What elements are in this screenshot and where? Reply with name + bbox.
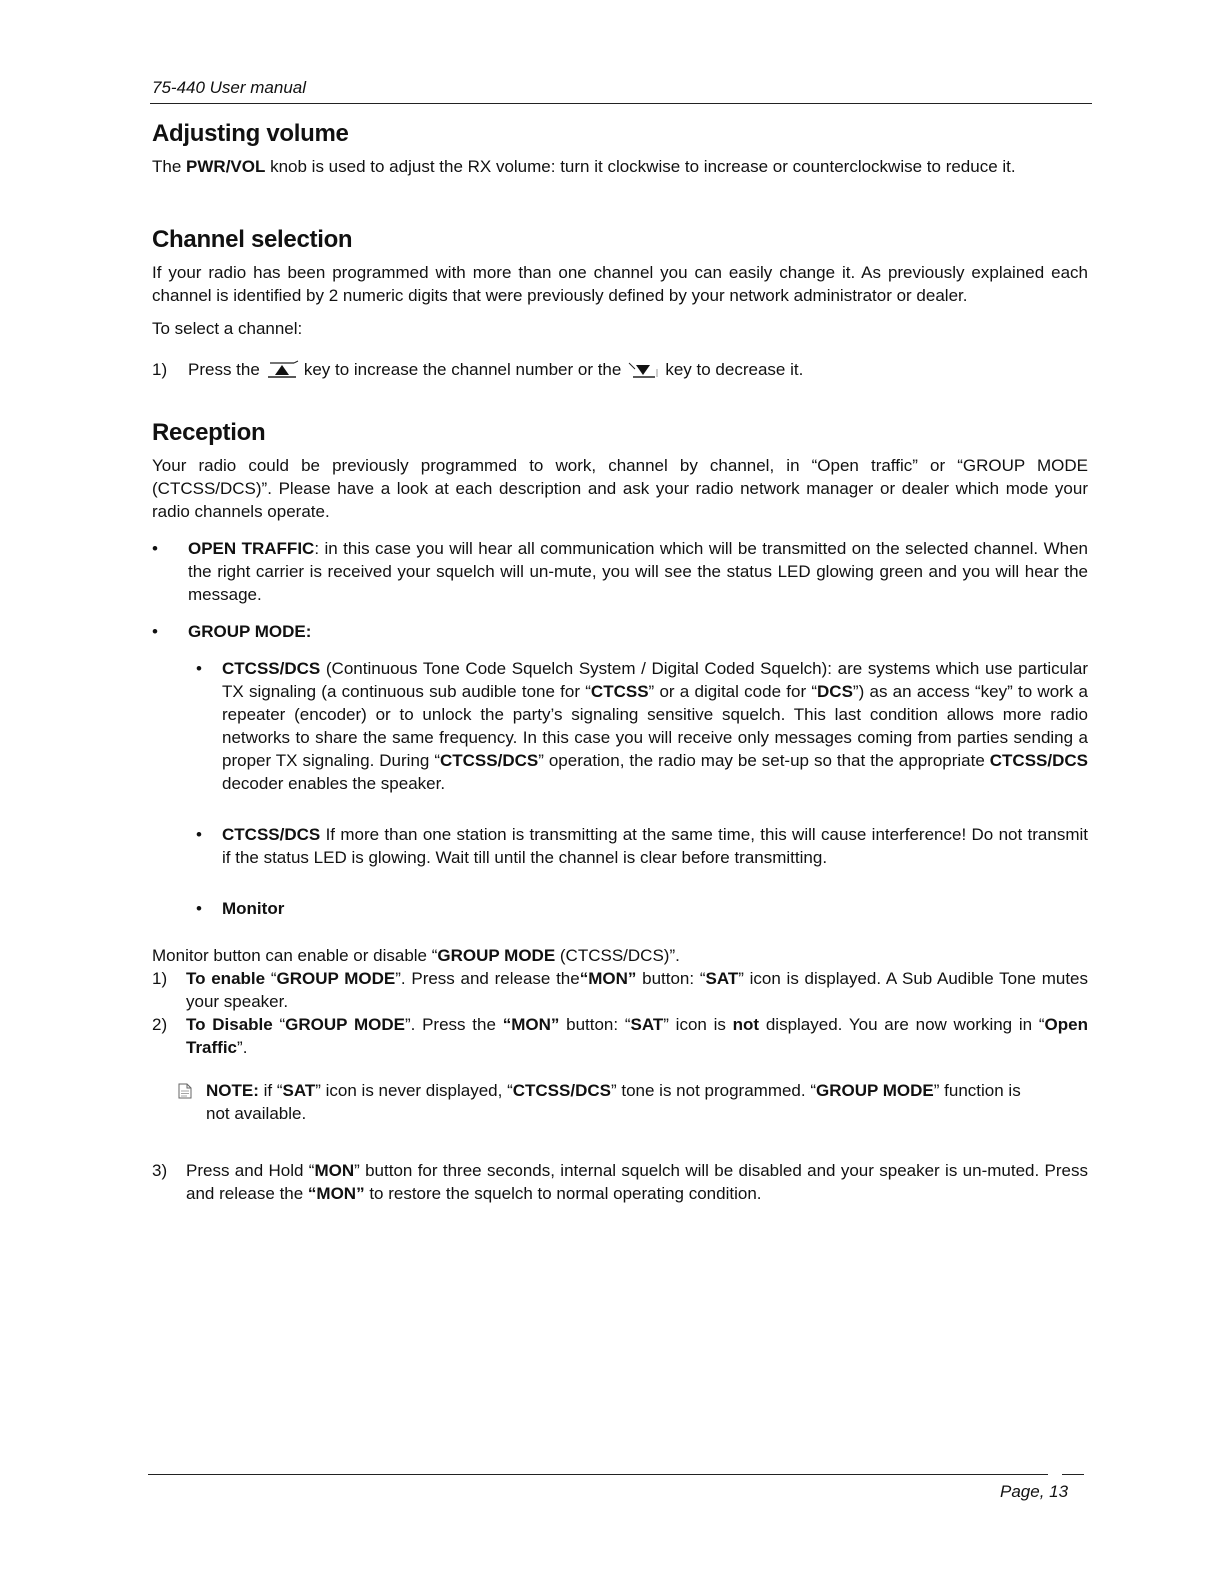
monitor-step-1: 1) To enable “GROUP MODE”. Press and release the“MON” button: “SAT” icon is displayed. A Sub Audible Tone mutes your speaker. [152,969,1089,1011]
note-page-icon [178,1083,192,1099]
channel-step-1: 1) Press the key to increase the channel number or the key to decrease it. [152,360,804,379]
sub-bullet-ctcss-dcs-interference: • CTCSS/DCS If more than one station is transmitting at the same time, this will cause interference! Do not transmit if the status LED is glowing. Wait till until the channel is clear before transmitting. [196,825,1088,867]
page-number: Page, 13 [1000,1482,1069,1501]
monitor-step-2: 2) To Disable “GROUP MODE”. Press the “MON” button: “SAT” icon is not displayed. You are now working in “Open Traffic”. [152,1015,1088,1057]
channel-selection-paragraph: If your radio has been programmed with more than one channel you can easily change it. As previously explained each channel is identified by 2 numeric digits that were previously defined by your network administrator or dealer. [152,263,1088,305]
sub-bullet-ctcss-dcs-description: • CTCSS/DCS (Continuous Tone Code Squelch System / Digital Coded Squelch): are systems which use particular TX signaling (a continuous sub audible tone for “CTCSS” or a digital code for “DCS”) as an access “key” to work a repeater (encoder) or to unlock the party’s signaling sensitive squelch. This last condition allows more radio networks to share the same frequency. In this case you will receive only messages coming from parties sending a proper TX signaling. During “CTCSS/DCS” operation, the radio may be set-up so that the appropriate CTCSS/DCS decoder enables the speaker. [196,659,1089,793]
bullet-open-traffic: • OPEN TRAFFIC: in this case you will hear all communication which will be transmitted on the selected channel. When the right carrier is received your squelch will un-mute, you will see the status LED glowing green and you will hear the message. [152,539,1088,604]
monitor-intro: Monitor button can enable or disable “GROUP MODE (CTCSS/DCS)”. [152,946,680,965]
select-channel-intro: To select a channel: [152,319,303,338]
sub-bullet-monitor: • Monitor [196,899,285,918]
down-arrow-key-icon [625,359,661,381]
bullet-group-mode: • GROUP MODE: [152,622,312,641]
up-arrow-key-icon [264,359,300,381]
header-rule [150,103,1092,104]
monitor-step-3: 3) Press and Hold “MON” button for three seconds, internal squelch will be disabled and your speaker is un-muted. Press and release the “MON” to restore the squelch to normal operating condition. [152,1161,1088,1203]
heading-reception: Reception [152,419,266,446]
reception-paragraph: Your radio could be previously programmed to work, channel by channel, in “Open traffic” or “GROUP MODE (CTCSS/DCS)”. Please have a look at each description and ask your radio network manager or dealer which mode your radio channels operate. [152,456,1088,521]
running-title: 75-440 User manual [152,78,307,97]
footer-rule-mark [1062,1474,1084,1475]
note-block: NOTE: if “SAT” icon is never displayed, “CTCSS/DCS” tone is not programmed. “GROUP MODE” function is not available. [178,1079,1026,1125]
footer-rule [148,1474,1048,1475]
adjusting-volume-paragraph: The PWR/VOL knob is used to adjust the RX volume: turn it clockwise to increase or counterclockwise to reduce it. [152,157,1016,176]
heading-channel-selection: Channel selection [152,226,353,253]
heading-adjusting-volume: Adjusting volume [152,120,349,147]
page-content [152,116,1088,1205]
